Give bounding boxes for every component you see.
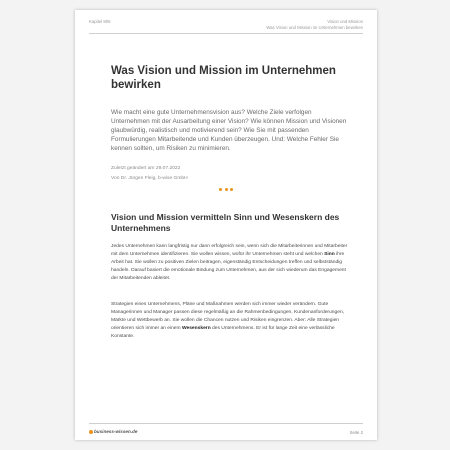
document-page — [75, 10, 377, 440]
paragraph-text: Strategien eines Unternehmens, Pläne und Maßnahmen werden sich immer wieder verändern. Gute Managerinnen und Manager passen diese regelmäßig an die Rahmenbedingungen, Kundenanforderungen, Märkte und Wettbewerb an. Sie wollen die Chancen nutzen und Risiken eingrenzen. Aber: Alle Strategien orientieren sich immer an einem — [111, 302, 345, 331]
running-header-subtitle: Was Vision und Mission im Unternehmen bewirken — [266, 24, 363, 30]
running-header — [266, 19, 363, 30]
separator-dot — [219, 188, 222, 191]
paragraph-text: des Unternehmens. Er ist für lange Zeit eine verlässliche Konstante. — [111, 325, 335, 339]
article-lead: Wie macht eine gute Unternehmensvision aus? Welche Ziele verfolgen Unternehmen mit der Ausarbeitung einer Vision? Wie können Mission und Visionen glaubwürdig, realistisch und motivierend sein? Wie Sie mit passenden Formulierungen Mitarbeitende und Kunden überzeugen. Und: Welche Fehler Sie kennen sollten, um Risiken zu minimieren. — [111, 109, 347, 153]
footer-logo[interactable] — [89, 429, 137, 434]
article-title: Was Vision und Mission im Unternehmen bewirken — [111, 65, 336, 91]
body-paragraph-1 — [111, 243, 351, 283]
section-separator — [75, 188, 377, 191]
header-divider — [89, 33, 363, 34]
footer-logo-text: business-wissen.de — [94, 429, 138, 434]
paragraph-text: Jedes Unternehmen kann langfristig nur dann erfolgreich sein, wenn sich die Mitarbeiterinnen und Mitarbeiter mit dem Unternehmen identifizieren. Sie wollen wissen, wofür ihr Unternehmen steht und welchen — [111, 244, 348, 257]
page-number: Seite 2 — [349, 430, 363, 435]
article-meta — [111, 164, 351, 184]
body-paragraph-2 — [111, 301, 351, 341]
chapter-label: Kapitel 806 — [89, 19, 111, 24]
last-updated: Zuletzt geändert am 29.07.2022 — [111, 166, 181, 171]
logo-dot-icon — [89, 430, 93, 434]
emphasis-wesenskern: Wesenskern — [181, 325, 211, 331]
separator-dot — [230, 188, 233, 191]
emphasis-sinn: Sinn — [324, 251, 335, 257]
section-heading: Vision und Mission vermitteln Sinn und Wesenskern des Unternehmens — [111, 212, 340, 233]
paragraph-text: ihre Arbeit hat. Sie wollen zu positiven Zielen beitragen, eigenständig Entscheidungen treffen und selbstständig handeln. Darauf basiert die emotionale Bindung zum Unternehmen, aus der sich wiederum das Engagement der Mitarbeitenden ableitet. — [111, 251, 346, 281]
separator-dot — [225, 188, 228, 191]
running-header-section: Vision und Mission — [327, 19, 363, 24]
footer-divider — [89, 423, 363, 424]
author-line: Von Dr. Jürgen Fleig, b-wise GmbH — [111, 176, 188, 181]
